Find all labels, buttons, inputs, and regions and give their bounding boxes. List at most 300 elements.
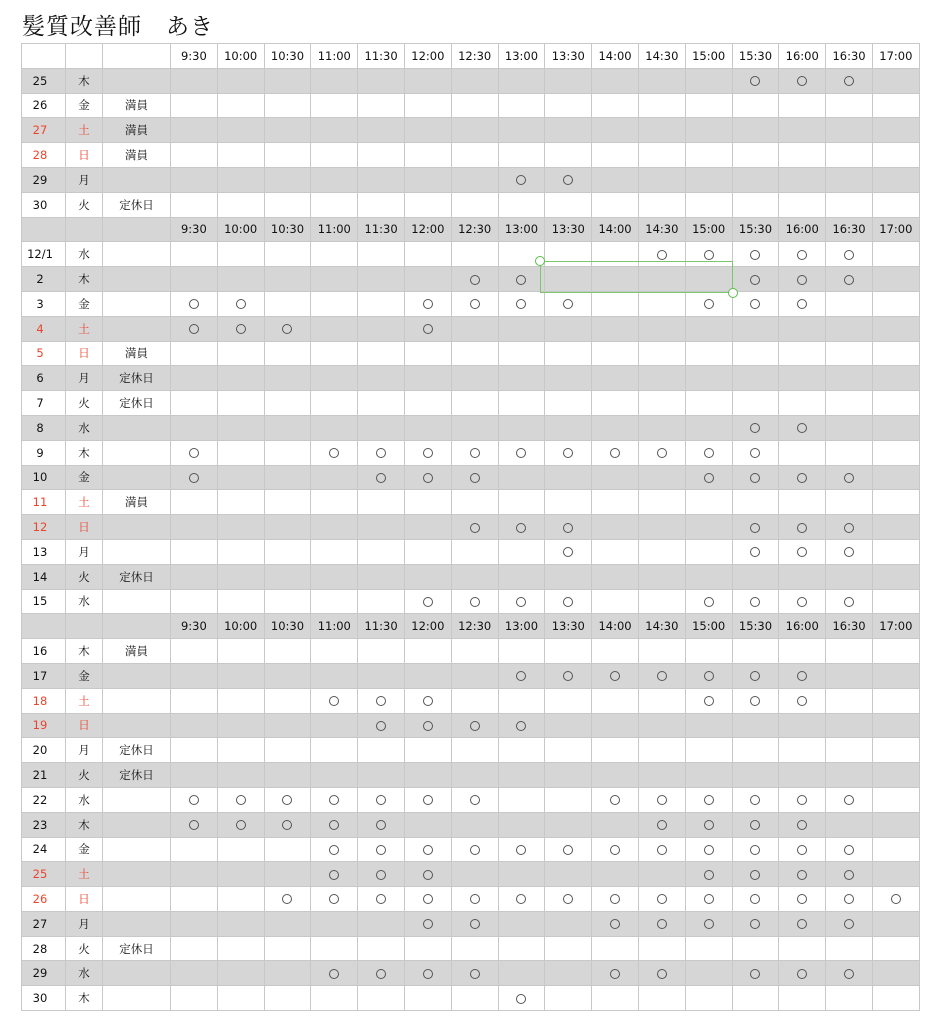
slot-cell[interactable]: [264, 316, 311, 341]
slot-cell[interactable]: [217, 539, 264, 564]
slot-cell[interactable]: [592, 986, 639, 1011]
slot-cell[interactable]: [264, 440, 311, 465]
slot-cell[interactable]: [545, 440, 592, 465]
slot-cell[interactable]: [592, 887, 639, 912]
slot-cell[interactable]: [217, 167, 264, 192]
slot-cell[interactable]: [358, 68, 405, 93]
slot-cell[interactable]: [545, 490, 592, 515]
slot-cell[interactable]: [451, 763, 498, 788]
slot-cell[interactable]: [358, 316, 405, 341]
slot-cell[interactable]: [451, 589, 498, 614]
slot-cell[interactable]: [545, 515, 592, 540]
slot-cell[interactable]: [311, 738, 358, 763]
slot-cell[interactable]: [685, 192, 732, 217]
slot-cell[interactable]: [311, 862, 358, 887]
slot-cell[interactable]: [826, 366, 873, 391]
slot-cell[interactable]: [171, 787, 218, 812]
slot-cell[interactable]: [685, 911, 732, 936]
slot-cell[interactable]: [498, 688, 545, 713]
slot-cell[interactable]: [498, 515, 545, 540]
slot-cell[interactable]: [872, 93, 919, 118]
slot-cell[interactable]: [451, 291, 498, 316]
slot-cell[interactable]: [404, 688, 451, 713]
slot-cell[interactable]: [732, 291, 779, 316]
slot-cell[interactable]: [404, 738, 451, 763]
slot-cell[interactable]: [638, 812, 685, 837]
slot-cell[interactable]: [732, 391, 779, 416]
slot-cell[interactable]: [311, 539, 358, 564]
slot-cell[interactable]: [592, 589, 639, 614]
slot-cell[interactable]: [779, 341, 826, 366]
slot-cell[interactable]: [404, 391, 451, 416]
slot-cell[interactable]: [171, 887, 218, 912]
slot-cell[interactable]: [311, 316, 358, 341]
slot-cell[interactable]: [451, 787, 498, 812]
slot-cell[interactable]: [498, 986, 545, 1011]
slot-cell[interactable]: [311, 366, 358, 391]
slot-cell[interactable]: [451, 713, 498, 738]
slot-cell[interactable]: [638, 341, 685, 366]
slot-cell[interactable]: [358, 961, 405, 986]
slot-cell[interactable]: [358, 887, 405, 912]
slot-cell[interactable]: [404, 837, 451, 862]
slot-cell[interactable]: [872, 267, 919, 292]
slot-cell[interactable]: [545, 564, 592, 589]
slot-cell[interactable]: [685, 167, 732, 192]
slot-cell[interactable]: [264, 143, 311, 168]
slot-cell[interactable]: [779, 837, 826, 862]
slot-cell[interactable]: [451, 564, 498, 589]
slot-cell[interactable]: [264, 936, 311, 961]
slot-cell[interactable]: [311, 564, 358, 589]
slot-cell[interactable]: [404, 713, 451, 738]
slot-cell[interactable]: [685, 490, 732, 515]
slot-cell[interactable]: [545, 68, 592, 93]
slot-cell[interactable]: [358, 267, 405, 292]
slot-cell[interactable]: [498, 539, 545, 564]
slot-cell[interactable]: [358, 118, 405, 143]
slot-cell[interactable]: [685, 763, 732, 788]
slot-cell[interactable]: [498, 837, 545, 862]
slot-cell[interactable]: [358, 837, 405, 862]
slot-cell[interactable]: [732, 961, 779, 986]
slot-cell[interactable]: [592, 911, 639, 936]
slot-cell[interactable]: [171, 366, 218, 391]
slot-cell[interactable]: [638, 589, 685, 614]
slot-cell[interactable]: [826, 539, 873, 564]
slot-cell[interactable]: [264, 341, 311, 366]
slot-cell[interactable]: [638, 887, 685, 912]
slot-cell[interactable]: [826, 589, 873, 614]
slot-cell[interactable]: [498, 341, 545, 366]
slot-cell[interactable]: [311, 589, 358, 614]
slot-cell[interactable]: [311, 887, 358, 912]
slot-cell[interactable]: [872, 490, 919, 515]
slot-cell[interactable]: [404, 366, 451, 391]
slot-cell[interactable]: [358, 242, 405, 267]
slot-cell[interactable]: [171, 713, 218, 738]
slot-cell[interactable]: [685, 316, 732, 341]
slot-cell[interactable]: [685, 688, 732, 713]
slot-cell[interactable]: [217, 143, 264, 168]
slot-cell[interactable]: [545, 316, 592, 341]
slot-cell[interactable]: [404, 787, 451, 812]
slot-cell[interactable]: [404, 192, 451, 217]
slot-cell[interactable]: [498, 639, 545, 664]
slot-cell[interactable]: [404, 911, 451, 936]
slot-cell[interactable]: [498, 490, 545, 515]
slot-cell[interactable]: [358, 415, 405, 440]
slot-cell[interactable]: [872, 167, 919, 192]
slot-cell[interactable]: [217, 341, 264, 366]
slot-cell[interactable]: [826, 936, 873, 961]
slot-cell[interactable]: [358, 936, 405, 961]
slot-cell[interactable]: [404, 663, 451, 688]
slot-cell[interactable]: [217, 316, 264, 341]
slot-cell[interactable]: [498, 862, 545, 887]
slot-cell[interactable]: [779, 366, 826, 391]
slot-cell[interactable]: [779, 887, 826, 912]
slot-cell[interactable]: [826, 787, 873, 812]
slot-cell[interactable]: [545, 887, 592, 912]
slot-cell[interactable]: [779, 192, 826, 217]
slot-cell[interactable]: [545, 787, 592, 812]
slot-cell[interactable]: [311, 787, 358, 812]
slot-cell[interactable]: [498, 713, 545, 738]
slot-cell[interactable]: [685, 291, 732, 316]
slot-cell[interactable]: [872, 316, 919, 341]
slot-cell[interactable]: [826, 341, 873, 366]
slot-cell[interactable]: [311, 837, 358, 862]
slot-cell[interactable]: [498, 391, 545, 416]
slot-cell[interactable]: [638, 93, 685, 118]
slot-cell[interactable]: [311, 936, 358, 961]
slot-cell[interactable]: [638, 961, 685, 986]
slot-cell[interactable]: [638, 465, 685, 490]
slot-cell[interactable]: [311, 812, 358, 837]
slot-cell[interactable]: [638, 366, 685, 391]
slot-cell[interactable]: [732, 143, 779, 168]
slot-cell[interactable]: [498, 787, 545, 812]
slot-cell[interactable]: [638, 787, 685, 812]
slot-cell[interactable]: [545, 192, 592, 217]
slot-cell[interactable]: [826, 986, 873, 1011]
slot-cell[interactable]: [592, 316, 639, 341]
slot-cell[interactable]: [311, 291, 358, 316]
slot-cell[interactable]: [872, 291, 919, 316]
slot-cell[interactable]: [358, 589, 405, 614]
slot-cell[interactable]: [685, 68, 732, 93]
slot-cell[interactable]: [592, 192, 639, 217]
slot-cell[interactable]: [358, 688, 405, 713]
slot-cell[interactable]: [498, 68, 545, 93]
slot-cell[interactable]: [311, 688, 358, 713]
slot-cell[interactable]: [311, 763, 358, 788]
slot-cell[interactable]: [171, 167, 218, 192]
slot-cell[interactable]: [451, 143, 498, 168]
slot-cell[interactable]: [498, 366, 545, 391]
slot-cell[interactable]: [171, 391, 218, 416]
slot-cell[interactable]: [872, 242, 919, 267]
slot-cell[interactable]: [498, 589, 545, 614]
slot-cell[interactable]: [685, 118, 732, 143]
slot-cell[interactable]: [638, 663, 685, 688]
slot-cell[interactable]: [732, 93, 779, 118]
slot-cell[interactable]: [685, 837, 732, 862]
slot-cell[interactable]: [779, 787, 826, 812]
slot-cell[interactable]: [451, 812, 498, 837]
slot-cell[interactable]: [498, 291, 545, 316]
slot-cell[interactable]: [498, 936, 545, 961]
slot-cell[interactable]: [311, 713, 358, 738]
slot-cell[interactable]: [264, 167, 311, 192]
slot-cell[interactable]: [779, 93, 826, 118]
slot-cell[interactable]: [779, 589, 826, 614]
slot-cell[interactable]: [685, 93, 732, 118]
slot-cell[interactable]: [779, 961, 826, 986]
slot-cell[interactable]: [638, 539, 685, 564]
slot-cell[interactable]: [217, 688, 264, 713]
slot-cell[interactable]: [498, 192, 545, 217]
slot-cell[interactable]: [872, 986, 919, 1011]
slot-cell[interactable]: [779, 812, 826, 837]
slot-cell[interactable]: [826, 68, 873, 93]
slot-cell[interactable]: [404, 167, 451, 192]
slot-cell[interactable]: [171, 639, 218, 664]
slot-cell[interactable]: [826, 812, 873, 837]
slot-cell[interactable]: [638, 143, 685, 168]
slot-cell[interactable]: [217, 267, 264, 292]
slot-cell[interactable]: [872, 589, 919, 614]
slot-cell[interactable]: [217, 862, 264, 887]
slot-cell[interactable]: [685, 341, 732, 366]
slot-cell[interactable]: [826, 316, 873, 341]
slot-cell[interactable]: [592, 341, 639, 366]
slot-cell[interactable]: [171, 688, 218, 713]
slot-cell[interactable]: [872, 341, 919, 366]
slot-cell[interactable]: [872, 911, 919, 936]
slot-cell[interactable]: [638, 639, 685, 664]
slot-cell[interactable]: [872, 738, 919, 763]
slot-cell[interactable]: [638, 440, 685, 465]
slot-cell[interactable]: [872, 812, 919, 837]
slot-cell[interactable]: [451, 366, 498, 391]
slot-cell[interactable]: [826, 738, 873, 763]
slot-cell[interactable]: [264, 763, 311, 788]
slot-cell[interactable]: [264, 515, 311, 540]
slot-cell[interactable]: [451, 465, 498, 490]
slot-cell[interactable]: [171, 961, 218, 986]
slot-cell[interactable]: [592, 143, 639, 168]
slot-cell[interactable]: [545, 341, 592, 366]
slot-cell[interactable]: [779, 68, 826, 93]
slot-cell[interactable]: [217, 68, 264, 93]
slot-cell[interactable]: [171, 490, 218, 515]
slot-cell[interactable]: [264, 639, 311, 664]
slot-cell[interactable]: [451, 93, 498, 118]
slot-cell[interactable]: [732, 862, 779, 887]
slot-cell[interactable]: [404, 291, 451, 316]
slot-cell[interactable]: [404, 440, 451, 465]
slot-cell[interactable]: [872, 639, 919, 664]
slot-cell[interactable]: [732, 167, 779, 192]
slot-cell[interactable]: [872, 465, 919, 490]
slot-cell[interactable]: [592, 688, 639, 713]
slot-cell[interactable]: [685, 961, 732, 986]
slot-cell[interactable]: [404, 118, 451, 143]
slot-cell[interactable]: [404, 242, 451, 267]
slot-cell[interactable]: [545, 366, 592, 391]
slot-cell[interactable]: [171, 68, 218, 93]
slot-cell[interactable]: [498, 167, 545, 192]
slot-cell[interactable]: [545, 812, 592, 837]
slot-cell[interactable]: [545, 167, 592, 192]
slot-cell[interactable]: [779, 738, 826, 763]
slot-cell[interactable]: [311, 465, 358, 490]
slot-cell[interactable]: [171, 837, 218, 862]
slot-cell[interactable]: [171, 763, 218, 788]
slot-cell[interactable]: [872, 837, 919, 862]
slot-cell[interactable]: [311, 391, 358, 416]
slot-cell[interactable]: [545, 118, 592, 143]
slot-cell[interactable]: [826, 465, 873, 490]
slot-cell[interactable]: [872, 564, 919, 589]
slot-cell[interactable]: [872, 887, 919, 912]
slot-cell[interactable]: [545, 936, 592, 961]
slot-cell[interactable]: [311, 663, 358, 688]
slot-cell[interactable]: [826, 837, 873, 862]
slot-cell[interactable]: [592, 366, 639, 391]
slot-cell[interactable]: [451, 911, 498, 936]
slot-cell[interactable]: [264, 93, 311, 118]
slot-cell[interactable]: [638, 391, 685, 416]
slot-cell[interactable]: [451, 539, 498, 564]
slot-cell[interactable]: [451, 391, 498, 416]
slot-cell[interactable]: [732, 192, 779, 217]
slot-cell[interactable]: [638, 490, 685, 515]
slot-cell[interactable]: [217, 93, 264, 118]
slot-cell[interactable]: [732, 986, 779, 1011]
slot-cell[interactable]: [638, 564, 685, 589]
slot-cell[interactable]: [732, 415, 779, 440]
slot-cell[interactable]: [171, 415, 218, 440]
slot-cell[interactable]: [217, 465, 264, 490]
slot-cell[interactable]: [685, 564, 732, 589]
slot-cell[interactable]: [872, 68, 919, 93]
slot-cell[interactable]: [779, 415, 826, 440]
slot-cell[interactable]: [685, 986, 732, 1011]
slot-cell[interactable]: [685, 539, 732, 564]
slot-cell[interactable]: [171, 564, 218, 589]
slot-cell[interactable]: [779, 465, 826, 490]
slot-cell[interactable]: [404, 862, 451, 887]
slot-cell[interactable]: [732, 837, 779, 862]
slot-cell[interactable]: [404, 316, 451, 341]
slot-cell[interactable]: [592, 639, 639, 664]
slot-cell[interactable]: [685, 415, 732, 440]
slot-cell[interactable]: [451, 68, 498, 93]
slot-cell[interactable]: [404, 68, 451, 93]
slot-cell[interactable]: [264, 539, 311, 564]
slot-cell[interactable]: [732, 316, 779, 341]
slot-cell[interactable]: [779, 911, 826, 936]
slot-cell[interactable]: [545, 539, 592, 564]
slot-cell[interactable]: [545, 688, 592, 713]
slot-cell[interactable]: [264, 812, 311, 837]
slot-cell[interactable]: [872, 688, 919, 713]
slot-cell[interactable]: [311, 93, 358, 118]
slot-cell[interactable]: [545, 242, 592, 267]
slot-cell[interactable]: [685, 242, 732, 267]
slot-cell[interactable]: [826, 415, 873, 440]
slot-cell[interactable]: [264, 192, 311, 217]
slot-cell[interactable]: [732, 738, 779, 763]
slot-cell[interactable]: [404, 986, 451, 1011]
slot-cell[interactable]: [826, 688, 873, 713]
slot-cell[interactable]: [826, 267, 873, 292]
slot-cell[interactable]: [171, 341, 218, 366]
slot-cell[interactable]: [592, 490, 639, 515]
slot-cell[interactable]: [404, 143, 451, 168]
slot-cell[interactable]: [217, 490, 264, 515]
slot-cell[interactable]: [498, 465, 545, 490]
slot-cell[interactable]: [732, 515, 779, 540]
slot-cell[interactable]: [171, 539, 218, 564]
slot-cell[interactable]: [779, 490, 826, 515]
slot-cell[interactable]: [171, 738, 218, 763]
slot-cell[interactable]: [358, 93, 405, 118]
slot-cell[interactable]: [217, 812, 264, 837]
slot-cell[interactable]: [358, 291, 405, 316]
slot-cell[interactable]: [498, 564, 545, 589]
slot-cell[interactable]: [826, 887, 873, 912]
slot-cell[interactable]: [404, 539, 451, 564]
slot-cell[interactable]: [311, 415, 358, 440]
slot-cell[interactable]: [264, 961, 311, 986]
slot-cell[interactable]: [779, 391, 826, 416]
slot-cell[interactable]: [264, 986, 311, 1011]
slot-cell[interactable]: [358, 515, 405, 540]
slot-cell[interactable]: [872, 961, 919, 986]
slot-cell[interactable]: [685, 143, 732, 168]
slot-cell[interactable]: [311, 961, 358, 986]
slot-cell[interactable]: [311, 267, 358, 292]
slot-cell[interactable]: [404, 887, 451, 912]
slot-cell[interactable]: [638, 738, 685, 763]
slot-cell[interactable]: [217, 639, 264, 664]
slot-cell[interactable]: [732, 118, 779, 143]
slot-cell[interactable]: [732, 911, 779, 936]
slot-cell[interactable]: [779, 663, 826, 688]
slot-cell[interactable]: [732, 639, 779, 664]
slot-cell[interactable]: [264, 291, 311, 316]
slot-cell[interactable]: [779, 118, 826, 143]
slot-cell[interactable]: [498, 763, 545, 788]
slot-cell[interactable]: [171, 93, 218, 118]
slot-cell[interactable]: [311, 639, 358, 664]
slot-cell[interactable]: [872, 440, 919, 465]
slot-cell[interactable]: [311, 986, 358, 1011]
slot-cell[interactable]: [826, 242, 873, 267]
slot-cell[interactable]: [592, 539, 639, 564]
slot-cell[interactable]: [498, 267, 545, 292]
slot-cell[interactable]: [264, 465, 311, 490]
slot-cell[interactable]: [638, 713, 685, 738]
slot-cell[interactable]: [826, 564, 873, 589]
slot-cell[interactable]: [545, 143, 592, 168]
slot-cell[interactable]: [826, 515, 873, 540]
slot-cell[interactable]: [264, 366, 311, 391]
